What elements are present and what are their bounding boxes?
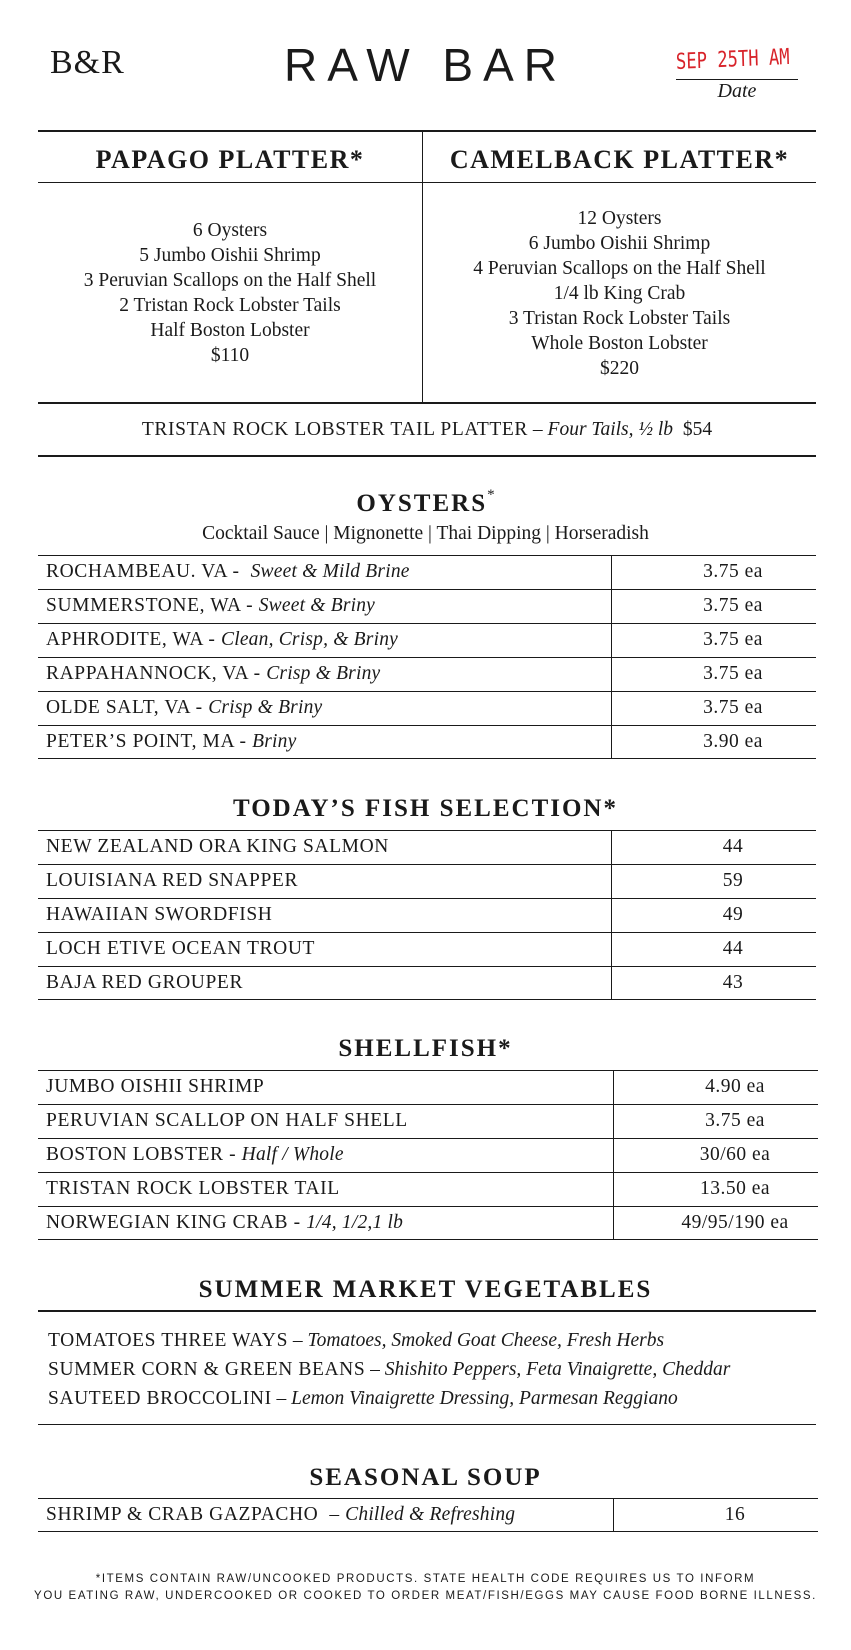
camelback-platter-title: CAMELBACK PLATTER*: [449, 145, 790, 174]
item-price: 59: [722, 870, 744, 891]
fish-row: [38, 864, 816, 898]
page-title: RAW BAR: [284, 39, 567, 91]
item-name: PERUVIAN SCALLOP ON HALF SHELL: [46, 1110, 408, 1131]
papago-item: 5 Jumbo Oishii Shrimp: [139, 245, 321, 266]
item-price: 3.75 ea: [703, 561, 763, 582]
tristan-platter-line: [38, 419, 816, 441]
item-name-cell: [46, 1212, 403, 1234]
item-name-cell: [46, 629, 398, 651]
item-price: 44: [722, 836, 744, 857]
camelback-platter-items: [423, 206, 816, 381]
oysters-title-text: OYSTERS: [356, 490, 488, 517]
item-name: SHRIMP & CRAB GAZPACHO: [46, 1504, 319, 1525]
fish-table: [38, 830, 816, 1000]
date-label: Date: [717, 80, 757, 102]
item-name: SUMMERSTONE, WA: [46, 595, 241, 616]
item-description: Crisp & Briny: [208, 697, 323, 718]
item-separator: -: [202, 629, 221, 650]
fish-row: [38, 898, 816, 932]
item-name: RAPPAHANNOCK, VA: [46, 663, 249, 684]
item-name: BAJA RED GROUPER: [46, 972, 244, 993]
item-name: ROCHAMBEAU. VA: [46, 561, 228, 582]
item-name-cell: [46, 1144, 344, 1166]
shellfish-row: [38, 1172, 818, 1206]
item-separator: -: [223, 1144, 242, 1165]
papago-item: 6 Oysters: [192, 220, 268, 241]
health-notice-line-1: *ITEMS CONTAIN RAW/UNCOOKED PRODUCTS. STATE HEALTH CODE REQUIRES US TO INFORM: [95, 1573, 756, 1585]
item-name-cell: [46, 663, 380, 685]
item-price: 4.90 ea: [705, 1076, 765, 1097]
vegetable-description: Lemon Vinaigrette Dressing, Parmesan Reggiano: [291, 1388, 678, 1409]
oysters-table: [38, 555, 816, 759]
oyster-row: [38, 589, 816, 623]
item-separator: -: [288, 1212, 307, 1233]
vegetables-bottom-rule: [38, 1424, 816, 1425]
item-separator: -: [227, 561, 251, 582]
item-name: LOUISIANA RED SNAPPER: [46, 870, 299, 891]
oyster-row: [38, 725, 816, 759]
item-description: Briny: [252, 731, 297, 752]
item-price: 3.75 ea: [703, 595, 763, 616]
camelback-price: $220: [600, 358, 639, 379]
item-price: 3.75 ea: [705, 1110, 765, 1131]
oysters-title-marker: *: [487, 487, 495, 503]
fish-row: [38, 830, 816, 864]
item-description: 1/4, 1/2,1 lb: [306, 1212, 404, 1233]
item-name: APHRODITE, WA: [46, 629, 203, 650]
vegetable-name: SAUTEED BROCCOLINI: [48, 1388, 272, 1409]
papago-platter-items: [38, 218, 422, 368]
tristan-platter-name: TRISTAN ROCK LOBSTER TAIL PLATTER: [141, 419, 529, 440]
item-price: 16: [724, 1504, 746, 1525]
vegetable-name: SUMMER CORN & GREEN BEANS: [48, 1359, 366, 1380]
shellfish-row: [38, 1138, 818, 1172]
platter-bottom-rule: [38, 402, 816, 404]
oyster-row: [38, 623, 816, 657]
item-name-cell: [46, 731, 296, 753]
item-name-cell: [46, 904, 272, 926]
item-name: TRISTAN ROCK LOBSTER TAIL: [46, 1178, 340, 1199]
item-name-cell: [46, 1076, 264, 1098]
oysters-title: [0, 487, 851, 518]
item-price: 49/95/190 ea: [681, 1212, 789, 1233]
vegetable-description: Shishito Peppers, Feta Vinaigrette, Cheddar: [384, 1359, 731, 1380]
item-price: 3.75 ea: [703, 697, 763, 718]
platter-top-rule: [38, 130, 816, 132]
vegetables-top-rule: [38, 1310, 816, 1312]
vegetable-separator: –: [365, 1359, 385, 1380]
tristan-platter-price: $54: [682, 419, 713, 440]
item-separator: -: [248, 663, 267, 684]
shellfish-row: [38, 1104, 818, 1138]
vegetable-separator: –: [271, 1388, 292, 1409]
item-name: NEW ZEALAND ORA KING SALMON: [46, 836, 389, 857]
item-description: Crisp & Briny: [266, 663, 381, 684]
item-name: PETER’S POINT, MA: [46, 731, 235, 752]
item-description: Chilled & Refreshing: [345, 1504, 516, 1525]
camelback-item: Whole Boston Lobster: [531, 333, 708, 354]
platter-header-rule: [38, 182, 816, 183]
oyster-row: [38, 555, 816, 589]
item-name-cell: [46, 561, 410, 583]
tristan-platter-detail: Four Tails, ½ lb: [547, 419, 674, 440]
item-price: 3.75 ea: [703, 629, 763, 650]
item-name-cell: [46, 697, 322, 719]
vegetables-list: [48, 1326, 730, 1413]
camelback-item: 12 Oysters: [577, 208, 662, 229]
camelback-item: 6 Jumbo Oishii Shrimp: [528, 233, 711, 254]
papago-item: 3 Peruvian Scallops on the Half Shell: [83, 270, 377, 291]
item-description: Clean, Crisp, & Briny: [221, 629, 398, 650]
shellfish-row: [38, 1070, 818, 1104]
item-name-cell: [46, 1178, 340, 1200]
item-price: 13.50 ea: [699, 1178, 771, 1199]
item-name: BOSTON LOBSTER: [46, 1144, 224, 1165]
item-price: 43: [722, 972, 744, 993]
item-name-cell: [46, 938, 315, 960]
camelback-item: 3 Tristan Rock Lobster Tails: [508, 308, 731, 329]
item-separator: -: [234, 731, 253, 752]
item-name-cell: [46, 1110, 408, 1132]
vegetable-item: [48, 1384, 730, 1413]
item-separator: –: [318, 1504, 346, 1525]
date-stamp: SEP 25TH AM: [675, 44, 790, 75]
papago-platter-title: PAPAGO PLATTER*: [95, 145, 365, 174]
item-name-cell: [46, 972, 243, 994]
shellfish-table: [38, 1070, 818, 1240]
item-price: 49: [722, 904, 744, 925]
papago-item: Half Boston Lobster: [150, 320, 310, 341]
item-separator: -: [240, 595, 259, 616]
vegetable-item: [48, 1355, 730, 1384]
fish-row: [38, 932, 816, 966]
soup-title: SEASONAL SOUP: [309, 1464, 542, 1491]
item-description: Half / Whole: [241, 1144, 344, 1165]
papago-price: $110: [210, 345, 250, 366]
item-name-cell: [46, 1504, 515, 1526]
camelback-item: 1/4 lb King Crab: [553, 283, 686, 304]
vegetables-title: SUMMER MARKET VEGETABLES: [198, 1276, 653, 1303]
item-separator: -: [190, 697, 209, 718]
fish-row: [38, 966, 816, 1000]
soup-row: [38, 1498, 818, 1532]
item-name: NORWEGIAN KING CRAB: [46, 1212, 289, 1233]
item-name: JUMBO OISHII SHRIMP: [46, 1076, 265, 1097]
item-name-cell: [46, 836, 389, 858]
item-name: HAWAIIAN SWORDFISH: [46, 904, 273, 925]
shellfish-row: [38, 1206, 818, 1240]
item-name: OLDE SALT, VA: [46, 697, 191, 718]
tristan-bottom-rule: [38, 455, 816, 457]
vegetable-description: Tomatoes, Smoked Goat Cheese, Fresh Herbs: [307, 1330, 665, 1351]
item-name-cell: [46, 870, 298, 892]
item-price: 3.90 ea: [703, 731, 763, 752]
item-description: Sweet & Mild Brine: [250, 561, 410, 582]
tristan-platter-separator: –: [532, 419, 543, 440]
soup-table: [38, 1498, 818, 1532]
camelback-item: 4 Peruvian Scallops on the Half Shell: [473, 258, 766, 279]
item-price: 44: [722, 938, 744, 959]
vegetable-separator: –: [288, 1330, 308, 1351]
fish-title: TODAY’S FISH SELECTION*: [232, 795, 618, 822]
vegetable-item: [48, 1326, 730, 1355]
item-price: 30/60 ea: [699, 1144, 771, 1165]
item-description: Sweet & Briny: [258, 595, 376, 616]
health-notice-line-2: YOU EATING RAW, UNDERCOOKED OR COOKED TO ORDER MEAT/FISH/EGGS MAY CAUSE FOOD BORNE ILLNESS.: [34, 1590, 817, 1602]
oyster-row: [38, 657, 816, 691]
oysters-sauces: Cocktail Sauce | Mignonette | Thai Dipping | Horseradish: [202, 523, 649, 544]
item-price: 3.75 ea: [703, 663, 763, 684]
item-name-cell: [46, 595, 375, 617]
item-name: LOCH ETIVE OCEAN TROUT: [46, 938, 316, 959]
papago-item: 2 Tristan Rock Lobster Tails: [119, 295, 341, 316]
shellfish-title: SHELLFISH*: [338, 1035, 513, 1062]
restaurant-logo: B&R: [50, 44, 125, 81]
vegetable-name: TOMATOES THREE WAYS: [48, 1330, 289, 1351]
oyster-row: [38, 691, 816, 725]
